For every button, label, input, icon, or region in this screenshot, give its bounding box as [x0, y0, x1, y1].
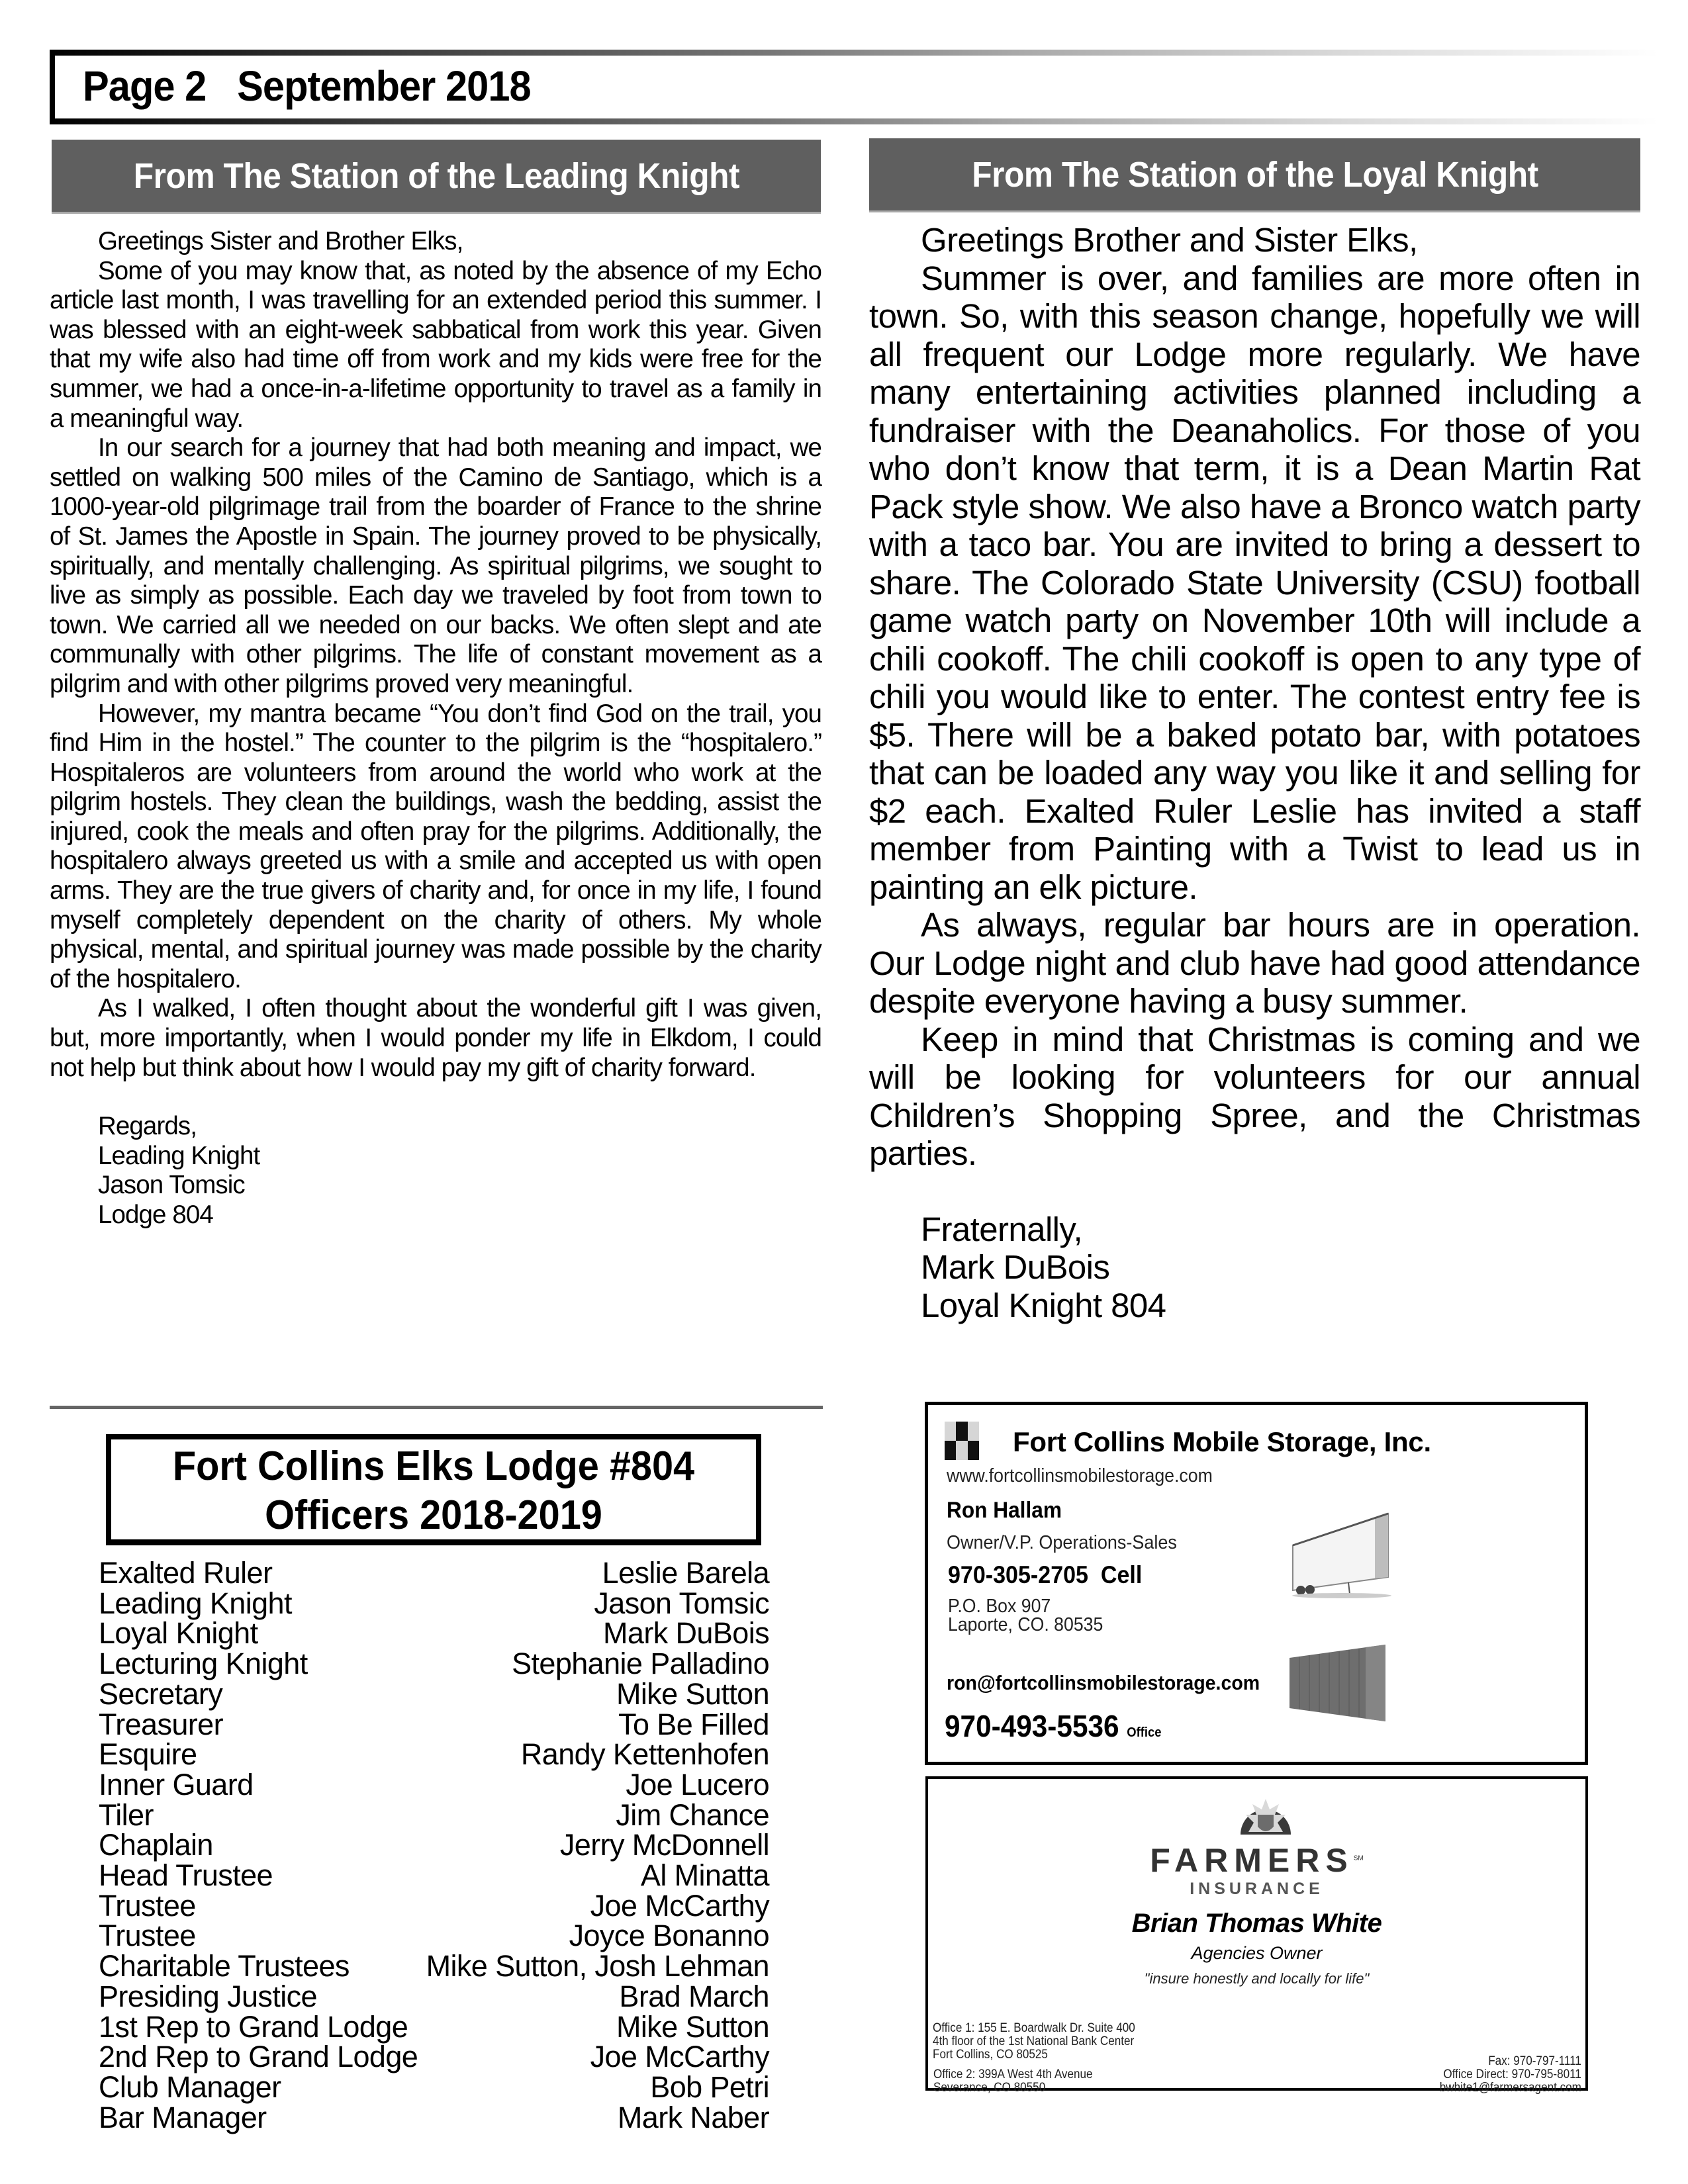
officer-name: Bob Petri: [650, 2070, 769, 2104]
signoff-lodge: Lodge 804: [98, 1201, 213, 1229]
officer-name: Al Minatta: [640, 1858, 769, 1893]
leading-knight-heading-text: From The Station of the Leading Knight: [133, 156, 739, 196]
storage-email: ron@fortcollinsmobilestorage.com: [947, 1671, 1260, 1694]
officer-name: Jerry McDonnell: [559, 1828, 769, 1862]
article-paragraph: As always, regular bar hours are in operation. Our Lodge night and club have had good attendance despite everyone having a busy summer.: [869, 906, 1640, 1020]
article-paragraph: As I walked, I often thought about the wonderful gift I was given, but, more importantly, when I would ponder my life in Elkdom, I could not help but think about how I would pay my gift of charity forward.: [50, 994, 821, 1082]
farmers-office-1-line: Office 1: 155 E. Boardwalk Dr. Suite 400: [933, 2021, 1135, 2035]
officer-row: [99, 1860, 769, 1891]
officer-name: Jason Tomsic: [594, 1586, 769, 1620]
officer-role: 1st Rep to Grand Lodge: [99, 2009, 408, 2044]
article-paragraph: Keep in mind that Christmas is coming and we will be looking for volunteers for our annual Children’s Shopping Spree, and the Christmas parties.: [869, 1020, 1640, 1172]
storage-cell-phone: 970-305-2705 Cell: [948, 1561, 1143, 1588]
loyal-knight-heading: [869, 138, 1640, 212]
officer-role: Esquire: [99, 1737, 197, 1772]
officer-row: [99, 1797, 769, 1832]
storage-contact-name: Ron Hallam: [947, 1498, 1062, 1523]
storage-address: [948, 1597, 1103, 1634]
officer-row: [99, 1767, 769, 1801]
farmers-brand-text: FARMERS: [1150, 1842, 1354, 1879]
storage-office-phone: [945, 1708, 1161, 1744]
officer-name: Stephanie Palladino: [512, 1647, 769, 1681]
officer-row: [99, 2072, 769, 2103]
article-greeting: Greetings Brother and Sister Elks,: [921, 221, 1418, 259]
article-paragraph: In our search for a journey that had both meaning and impact, we settled on walking 500 miles of the Camino de Santiago, which is a 1000-year-old pilgrimage trail from the boarder of France to the shrine of St. James the Apostle in Spain. The journey proved to be physically, spiritually, and mentally challenging. As spiritual pilgrims, we sought to live as simply as possible. Each day we traveled by foot from town to town. We carried all we needed on our backs. We often slept and ate communally with other pilgrims. The life of constant movement as a pilgrim and with other pilgrims proved very meaningful.: [50, 433, 821, 698]
shipping-container-icon: [1286, 1643, 1399, 1723]
officer-name: Mike Sutton, Josh Lehman: [426, 1949, 769, 1983]
officer-row: [99, 1618, 769, 1649]
semi-trailer-icon: [1289, 1506, 1395, 1598]
officer-name: Joyce Bonanno: [569, 1919, 769, 1953]
officer-name: Leslie Barela: [602, 1556, 769, 1590]
farmers-insurance-advertisement: [925, 1776, 1588, 2095]
storage-website: www.fortcollinsmobilestorage.com: [947, 1465, 1213, 1486]
farmers-shield-logo-icon: [1239, 1795, 1292, 1837]
officer-name: Joe McCarthy: [590, 2040, 769, 2074]
officer-row: [99, 2100, 769, 2134]
leading-knight-heading: [52, 140, 821, 214]
storage-advertisement: [925, 1402, 1588, 1765]
officer-name: Brad March: [619, 1979, 769, 2013]
officer-name: Randy Kettenhofen: [520, 1737, 769, 1772]
farmers-agent-name: Brian Thomas White: [1131, 1909, 1382, 1938]
signoff-closing: Fraternally,: [921, 1210, 1083, 1248]
officer-role: Loyal Knight: [99, 1616, 258, 1651]
article-greeting: Greetings Sister and Brother Elks,: [98, 227, 463, 255]
officer-role: Head Trustee: [99, 1858, 273, 1893]
farmers-agent-role: Agencies Owner: [1191, 1943, 1323, 1963]
officer-role: 2nd Rep to Grand Lodge: [99, 2040, 418, 2074]
farmers-office-1-line: 4th floor of the 1st National Bank Center: [933, 2034, 1135, 2048]
officer-row: [99, 1830, 769, 1860]
page-header: [50, 50, 1658, 124]
officers-list: [99, 1558, 769, 2132]
signoff-title: Loyal Knight 804: [921, 1286, 1166, 1324]
officer-row: [99, 1921, 769, 1951]
storage-contact-title: Owner/V.P. Operations-Sales: [947, 1532, 1177, 1553]
officer-name: To Be Filled: [618, 1707, 769, 1741]
officer-role: Bar Manager: [99, 2100, 267, 2134]
officer-role: Charitable Trustees: [99, 1949, 350, 1983]
storage-address-line1: P.O. Box 907: [948, 1596, 1051, 1617]
storage-office-number: 970-493-5536: [945, 1709, 1119, 1743]
officer-role: Trustee: [99, 1888, 196, 1923]
signoff-closing: Regards,: [98, 1112, 197, 1141]
officer-name: Mark DuBois: [603, 1616, 769, 1651]
officer-row: [99, 1951, 769, 1981]
loyal-knight-heading-text: From The Station of the Loyal Knight: [971, 154, 1538, 195]
farmers-sub-brand: INSURANCE: [1190, 1880, 1324, 1898]
farmers-office-direct: Office Direct: 970-795-8011: [1443, 2068, 1581, 2081]
farmers-contact: [1440, 2055, 1581, 2095]
officer-row: [99, 1981, 769, 2012]
farmers-motto: "insure honestly and locally for life": [1144, 1970, 1370, 1987]
farmers-office-2: [933, 2068, 1093, 2095]
article-signoff: [869, 1210, 1640, 1325]
farmers-brand: [928, 1841, 1585, 1880]
checkered-logo-icon: [945, 1422, 979, 1460]
article-paragraph: Summer is over, and families are more often in town. So, with this season change, hopefully we will all frequent our Lodge more regularly. We have many entertaining activities planned including a fundraiser with the Deanaholics. For those of you who don’t know that term, it is a Dean Martin Rat Pack style show. We also have a Bronco watch party with a taco bar. You are invited to bring a dessert to share. The Colorado State University (CSU) football game watch party on November 10th will include a chili cookoff. The chili cookoff is open to any type of chili you would like to enter. The contest entry fee is $5. There will be a baked potato bar, with potatoes that can be loaded any way you like it and selling for $2 each. Exalted Ruler Leslie has invited a staff member from Painting with a Twist to lead us in painting an elk picture.: [869, 259, 1640, 906]
page-number-and-date: Page 2 September 2018: [83, 62, 531, 110]
officer-role: Treasurer: [99, 1707, 223, 1741]
officer-name: Mike Sutton: [616, 2009, 769, 2044]
signoff-name: Mark DuBois: [921, 1248, 1110, 1286]
officers-title-line2: Officers 2018-2019: [265, 1492, 602, 1538]
signoff-title: Leading Knight: [98, 1141, 260, 1170]
article-paragraph: However, my mantra became “You don’t find God on the trail, you find Him in the hostel.” The counter to the pilgrim is the “hospitalero.” Hospitaleros are volunteers from around the world who work at the pilgrim hostels. They clean the buildings, wash the bedding, assist the injured, cook the meals and often pray for the pilgrims. Additionally, the hospitalero always greeted us with a smile and accepted us with open arms. They are the true givers of charity and, for once in my life, I found myself completely dependent on the charity of others. My whole physical, mental, and spiritual journey was made possible by the charity of the hospitalero.: [50, 699, 821, 993]
officer-role: Secretary: [99, 1676, 223, 1711]
storage-company-name: Fort Collins Mobile Storage, Inc.: [1013, 1426, 1431, 1457]
officer-name: Joe Lucero: [626, 1767, 769, 1801]
officer-row: [99, 1649, 769, 1679]
article-paragraph: Some of you may know that, as noted by the absence of my Echo article last month, I was travelling for an extended period this summer. I was blessed with an eight-week sabbatical from work this year. Given that my wife also had time off from work and my kids were free for the summer, we had a once-in-a-lifetime opportunity to travel as a family in a meaningful way.: [50, 256, 821, 433]
storage-address-line2: Laporte, CO. 80535: [948, 1614, 1103, 1635]
officers-title-box: [106, 1434, 761, 1545]
article-signoff: [50, 1112, 821, 1230]
officer-role: Presiding Justice: [99, 1979, 317, 2013]
farmers-office-2-line: Severance, CO 80550: [933, 2081, 1046, 2095]
officer-role: Inner Guard: [99, 1767, 254, 1801]
officer-name: Mike Sutton: [616, 1676, 769, 1711]
officer-name: Mark Naber: [617, 2100, 769, 2134]
signoff-name: Jason Tomsic: [98, 1171, 245, 1200]
officer-role: Tiler: [99, 1797, 154, 1832]
officer-row: [99, 2042, 769, 2072]
officer-row: [99, 1888, 769, 1923]
officer-role: Lecturing Knight: [99, 1647, 308, 1681]
officer-row: [99, 1676, 769, 1711]
farmers-email: bwhite1@farmersagent.com: [1439, 2081, 1581, 2095]
leading-knight-article: [50, 227, 821, 1230]
farmers-office-2-line: Office 2: 399A West 4th Avenue: [933, 2068, 1093, 2081]
officers-title-line1: Fort Collins Elks Lodge #804: [172, 1443, 695, 1489]
trademark-mark: SM: [1353, 1854, 1364, 1862]
officer-name: Joe McCarthy: [590, 1888, 769, 1923]
officer-name: Jim Chance: [616, 1797, 769, 1832]
farmers-office-1: [933, 2022, 1135, 2062]
farmers-fax: Fax: 970-797-1111: [1488, 2054, 1581, 2068]
officer-role: Club Manager: [99, 2070, 281, 2104]
section-divider: [50, 1406, 823, 1409]
officer-row: [99, 1588, 769, 1619]
officer-row: [99, 1558, 769, 1588]
officer-role: Trustee: [99, 1919, 196, 1953]
farmers-office-1-line: Fort Collins, CO 80525: [933, 2048, 1048, 2062]
storage-office-label: Office: [1127, 1725, 1162, 1740]
officer-role: Leading Knight: [99, 1586, 292, 1620]
officer-role: Chaplain: [99, 1828, 213, 1862]
loyal-knight-article: [869, 221, 1640, 1324]
officer-row: [99, 2009, 769, 2044]
officer-row: [99, 1709, 769, 1740]
officer-role: Exalted Ruler: [99, 1556, 273, 1590]
officer-row: [99, 1739, 769, 1770]
